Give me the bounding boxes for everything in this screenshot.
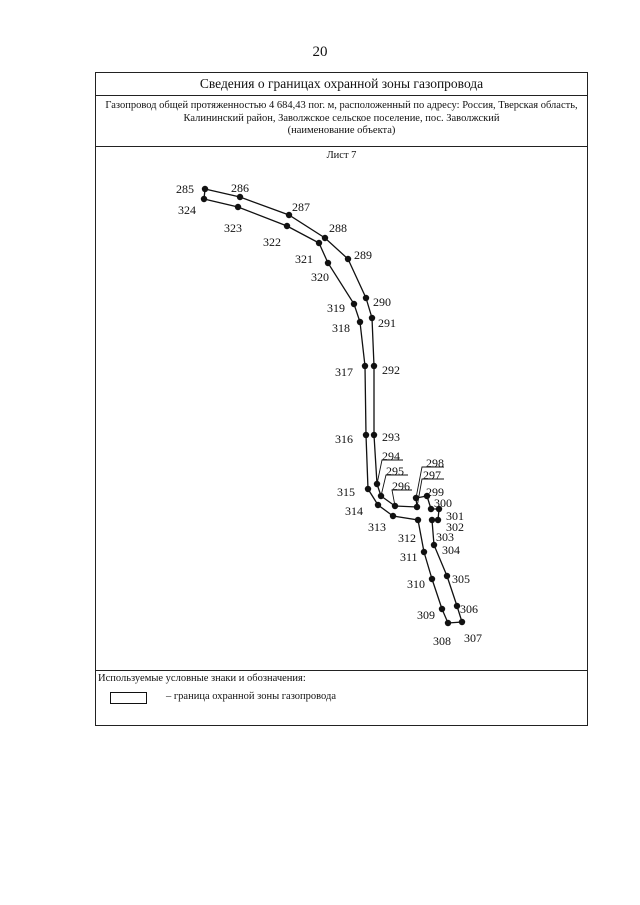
point-label-310: 310 (407, 577, 425, 591)
boundary-point-296 (392, 503, 398, 509)
point-label-291: 291 (378, 316, 396, 330)
point-label-318: 318 (332, 321, 350, 335)
boundary-point-316 (363, 432, 369, 438)
point-label-288: 288 (329, 221, 347, 235)
point-label-304: 304 (442, 543, 460, 557)
page-number: 20 (312, 44, 328, 60)
point-label-292: 292 (382, 363, 400, 377)
point-labels (176, 181, 482, 648)
point-label-285: 285 (176, 182, 194, 196)
boundary-point-288 (322, 235, 328, 241)
point-label-297: 297 (423, 468, 441, 482)
legend (96, 670, 587, 727)
boundary-point-294 (374, 481, 380, 487)
point-label-290: 290 (373, 295, 391, 309)
point-label-317: 317 (335, 365, 353, 379)
point-label-299: 299 (426, 485, 444, 499)
point-label-309: 309 (417, 608, 435, 622)
point-label-324: 324 (178, 203, 196, 217)
point-label-313: 313 (368, 520, 386, 534)
protection-zone-boundary (204, 189, 462, 623)
boundary-point-321 (316, 240, 322, 246)
object-description-line-1: Газопровод общей протяженностью 4 684,43 пог. м, расположенный по адресу: Россия, Тверская область, (105, 100, 578, 111)
point-label-316: 316 (335, 432, 353, 446)
boundary-point-302 (435, 517, 441, 523)
boundary-point-319 (351, 301, 357, 307)
legend-boundary-swatch (110, 692, 147, 704)
point-label-303: 303 (436, 530, 454, 544)
boundary-points (201, 186, 465, 626)
boundary-point-293 (371, 432, 377, 438)
protection-zone-outline (204, 189, 462, 623)
boundary-point-314 (375, 502, 381, 508)
boundary-point-310 (429, 576, 435, 582)
boundary-point-305 (444, 573, 450, 579)
boundary-point-320 (325, 260, 331, 266)
point-label-293: 293 (382, 430, 400, 444)
boundary-point-324 (201, 196, 207, 202)
boundary-point-290 (363, 295, 369, 301)
boundary-point-307 (459, 619, 465, 625)
point-label-287: 287 (292, 200, 310, 214)
point-label-296: 296 (392, 479, 410, 493)
point-label-301: 301 (446, 509, 464, 523)
point-label-320: 320 (311, 270, 329, 284)
boundary-point-315 (365, 486, 371, 492)
point-label-319: 319 (327, 301, 345, 315)
sheet-label: Лист 7 (326, 150, 357, 161)
point-label-286: 286 (231, 181, 249, 195)
boundary-point-323 (235, 204, 241, 210)
point-label-311: 311 (400, 550, 418, 564)
boundary-point-311 (421, 549, 427, 555)
boundary-point-313 (390, 513, 396, 519)
point-label-306: 306 (460, 602, 478, 616)
point-label-298: 298 (426, 456, 444, 470)
boundary-point-308 (445, 620, 451, 626)
point-label-289: 289 (354, 248, 372, 262)
point-label-323: 323 (224, 221, 242, 235)
point-label-294: 294 (382, 449, 400, 463)
object-caption: (наименование объекта) (287, 125, 396, 136)
boundary-point-289 (345, 256, 351, 262)
legend-boundary-text: – граница охранной зоны газопровода (166, 691, 337, 702)
boundary-point-303 (429, 517, 435, 523)
point-label-314: 314 (345, 504, 363, 518)
boundary-info-form (95, 72, 588, 726)
boundary-point-285 (202, 186, 208, 192)
boundary-point-295 (378, 493, 384, 499)
protection-zone-map (96, 73, 589, 670)
boundary-point-322 (284, 223, 290, 229)
point-label-295: 295 (386, 464, 404, 478)
boundary-point-312 (415, 517, 421, 523)
point-label-321: 321 (295, 252, 313, 266)
point-label-322: 322 (263, 235, 281, 249)
boundary-point-309 (439, 606, 445, 612)
point-label-308: 308 (433, 634, 451, 648)
boundary-point-298 (413, 495, 419, 501)
object-description-line-2: Калининский район, Заволжское сельское поселение, пос. Заволжский (183, 112, 500, 124)
form-title: Сведения о границах охранной зоны газопровода (96, 73, 587, 96)
boundary-point-317 (362, 363, 368, 369)
boundary-point-291 (369, 315, 375, 321)
point-label-300: 300 (434, 496, 452, 510)
legend-title: Используемые условные знаки и обозначения: (98, 673, 306, 684)
point-label-315: 315 (337, 485, 355, 499)
boundary-point-318 (357, 319, 363, 325)
point-label-305: 305 (452, 572, 470, 586)
point-label-312: 312 (398, 531, 416, 545)
point-label-307: 307 (464, 631, 482, 645)
boundary-point-297 (414, 504, 420, 510)
boundary-point-292 (371, 363, 377, 369)
point-label-302: 302 (446, 520, 464, 534)
